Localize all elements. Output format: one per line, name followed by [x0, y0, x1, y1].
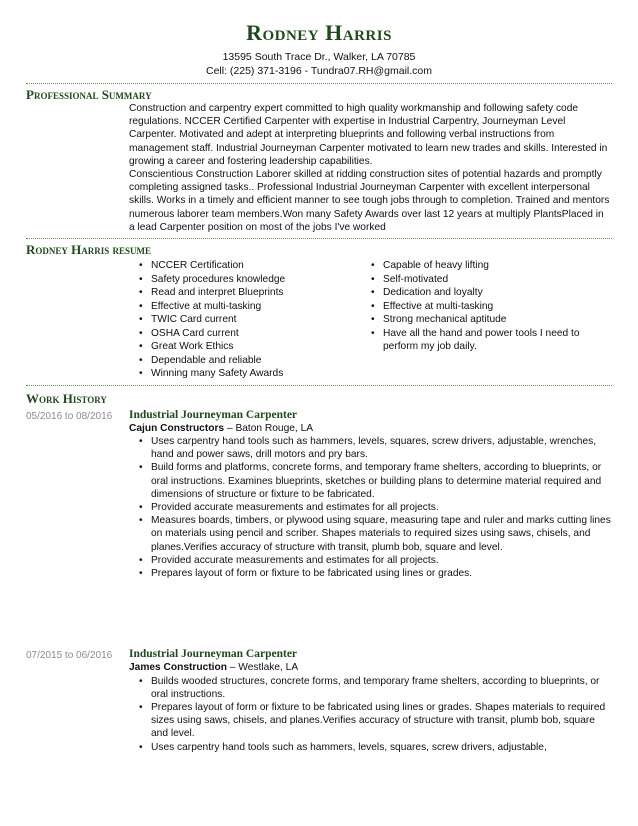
- professional-summary-section: [0, 87, 638, 234]
- company-line: [129, 422, 612, 435]
- company-name: James Construction: [129, 662, 227, 674]
- phone-email-line: Cell: (225) 371-3196 - Tundra07.RH@gmail.com: [205, 65, 432, 77]
- skills-section: [0, 242, 638, 381]
- skill-item: • OSHA Card current: [129, 327, 361, 341]
- company-separator: –: [229, 662, 239, 674]
- job-bullets: [129, 435, 612, 580]
- job-bullet: • Provided accurate measurements and estimates for all projects.: [129, 554, 612, 567]
- job-bullet: • Measures boards, timbers, or plywood using square, measuring tape and ruler and marks cutting lines on materials using pencil and scriber. Shapes materials to required sizes using saws, chisels, and planes.Verifies accuracy of structure with transit, plumb bob, square and level.: [129, 514, 612, 554]
- job-dates: 05/2016 to 08/2016: [26, 410, 113, 422]
- job-dates: 07/2015 to 06/2016: [26, 650, 113, 662]
- job-bullet: • Builds wooded structures, concrete forms, and temporary frame shelters, according to blueprints, or oral instructions.: [129, 675, 612, 701]
- job-bullet: • Build forms and platforms, concrete forms, and temporary frame shelters, according to blueprints, or oral instructions. Examines blueprints, sketches or building plans to determine material required and dimensions of structure or fixture to be fabricated.: [129, 461, 612, 501]
- address-line: 13595 South Trace Dr., Walker, LA 70785: [222, 51, 416, 63]
- job-title: Industrial Journeyman Carpenter: [129, 648, 298, 661]
- company-name: Cajun Constructors: [129, 422, 225, 434]
- job-bullets: [129, 675, 612, 754]
- job-bullet: • Uses carpentry hand tools such as hammers, levels, squares, screw drivers, adjustable, wrenches, hand and power saws, drill motors and pry bars.: [129, 435, 612, 461]
- skill-item: • Dedication and loyalty: [361, 286, 591, 300]
- skill-item: • Winning many Safety Awards: [129, 367, 361, 381]
- summary-paragraph: Construction and carpentry expert committed to high quality workmanship and following safety code regulations. NCCER Certified Carpenter with expertise in Industrial Carpentry, Journeyman Level Carpenter. Motivated and adept at interpreting blueprints and following verbal instructions from management staff. Industrial Journeyman Carpenter motivated to learn new trades and skills. Interested in growing a career and fostering leadership capabilities.: [129, 103, 608, 167]
- divider: [26, 83, 612, 84]
- job-bullet: • Prepares layout of form or fixture to be fabricated using lines or grades. Shapes materials to required sizes using saws, chisels, and planes.Verifies accuracy of structure with transit, plumb bob, square and level.: [129, 701, 612, 741]
- skill-item: • Self-motivated: [361, 273, 591, 287]
- divider: [26, 385, 612, 386]
- skill-item: • Capable of heavy lifting: [361, 259, 591, 273]
- section-title: Rodney Harris resume: [26, 242, 152, 258]
- contact-block: [0, 50, 638, 78]
- job-location: Westlake, LA: [238, 662, 299, 674]
- section-title: Work History: [26, 390, 107, 406]
- skills-list: [129, 259, 612, 381]
- job-location: Baton Rouge, LA: [235, 422, 314, 434]
- job-details: [129, 409, 612, 581]
- section-title: Professional Summary: [26, 87, 152, 102]
- summary-text: [129, 102, 612, 234]
- job-entry: [26, 648, 612, 754]
- company-separator: –: [226, 422, 236, 434]
- skill-item: • TWIC Card current: [129, 313, 361, 327]
- summary-paragraph: Conscientious Construction Laborer skilled at ridding construction sites of potential hazards and promptly completing assigned tasks.. Professional Industrial Journeyman Carpenter with excellent interpersonal skills. Works in a timely and efficient manner to see tough jobs through to completion. Trained and mentors numerous laborer team members.Won many Safety Awards over last 12 years at multiply PlantsPlaced in a lead Carpenter position on most of the jobs I've worked: [129, 169, 610, 233]
- skill-item: • Safety procedures knowledge: [129, 273, 361, 287]
- skill-item: • Have all the hand and power tools I need to perform my job daily.: [361, 327, 591, 354]
- candidate-name: Rodney Harris: [246, 20, 392, 45]
- job-bullet: • Provided accurate measurements and estimates for all projects.: [129, 501, 612, 514]
- job-bullet: • Prepares layout of form or fixture to be fabricated using lines or grades.: [129, 567, 612, 580]
- company-line: [129, 661, 612, 674]
- skill-item: • Effective at multi-tasking: [361, 300, 591, 314]
- skill-item: • Effective at multi-tasking: [129, 300, 361, 314]
- divider: [26, 238, 612, 239]
- job-bullet: • Uses carpentry hand tools such as hammers, levels, squares, screw drivers, adjustable,: [129, 741, 612, 754]
- job-title: Industrial Journeyman Carpenter: [129, 408, 298, 421]
- skills-column-left: [129, 259, 361, 381]
- skill-item: • Read and interpret Blueprints: [129, 286, 361, 300]
- skill-item: • NCCER Certification: [129, 259, 361, 273]
- job-entry: [26, 409, 612, 581]
- work-history-section: [0, 391, 638, 754]
- job-details: [129, 648, 612, 754]
- skill-item: • Strong mechanical aptitude: [361, 313, 591, 327]
- skill-item: • Dependable and reliable: [129, 354, 361, 368]
- skill-item: • Great Work Ethics: [129, 340, 361, 354]
- skills-column-right: [361, 259, 591, 381]
